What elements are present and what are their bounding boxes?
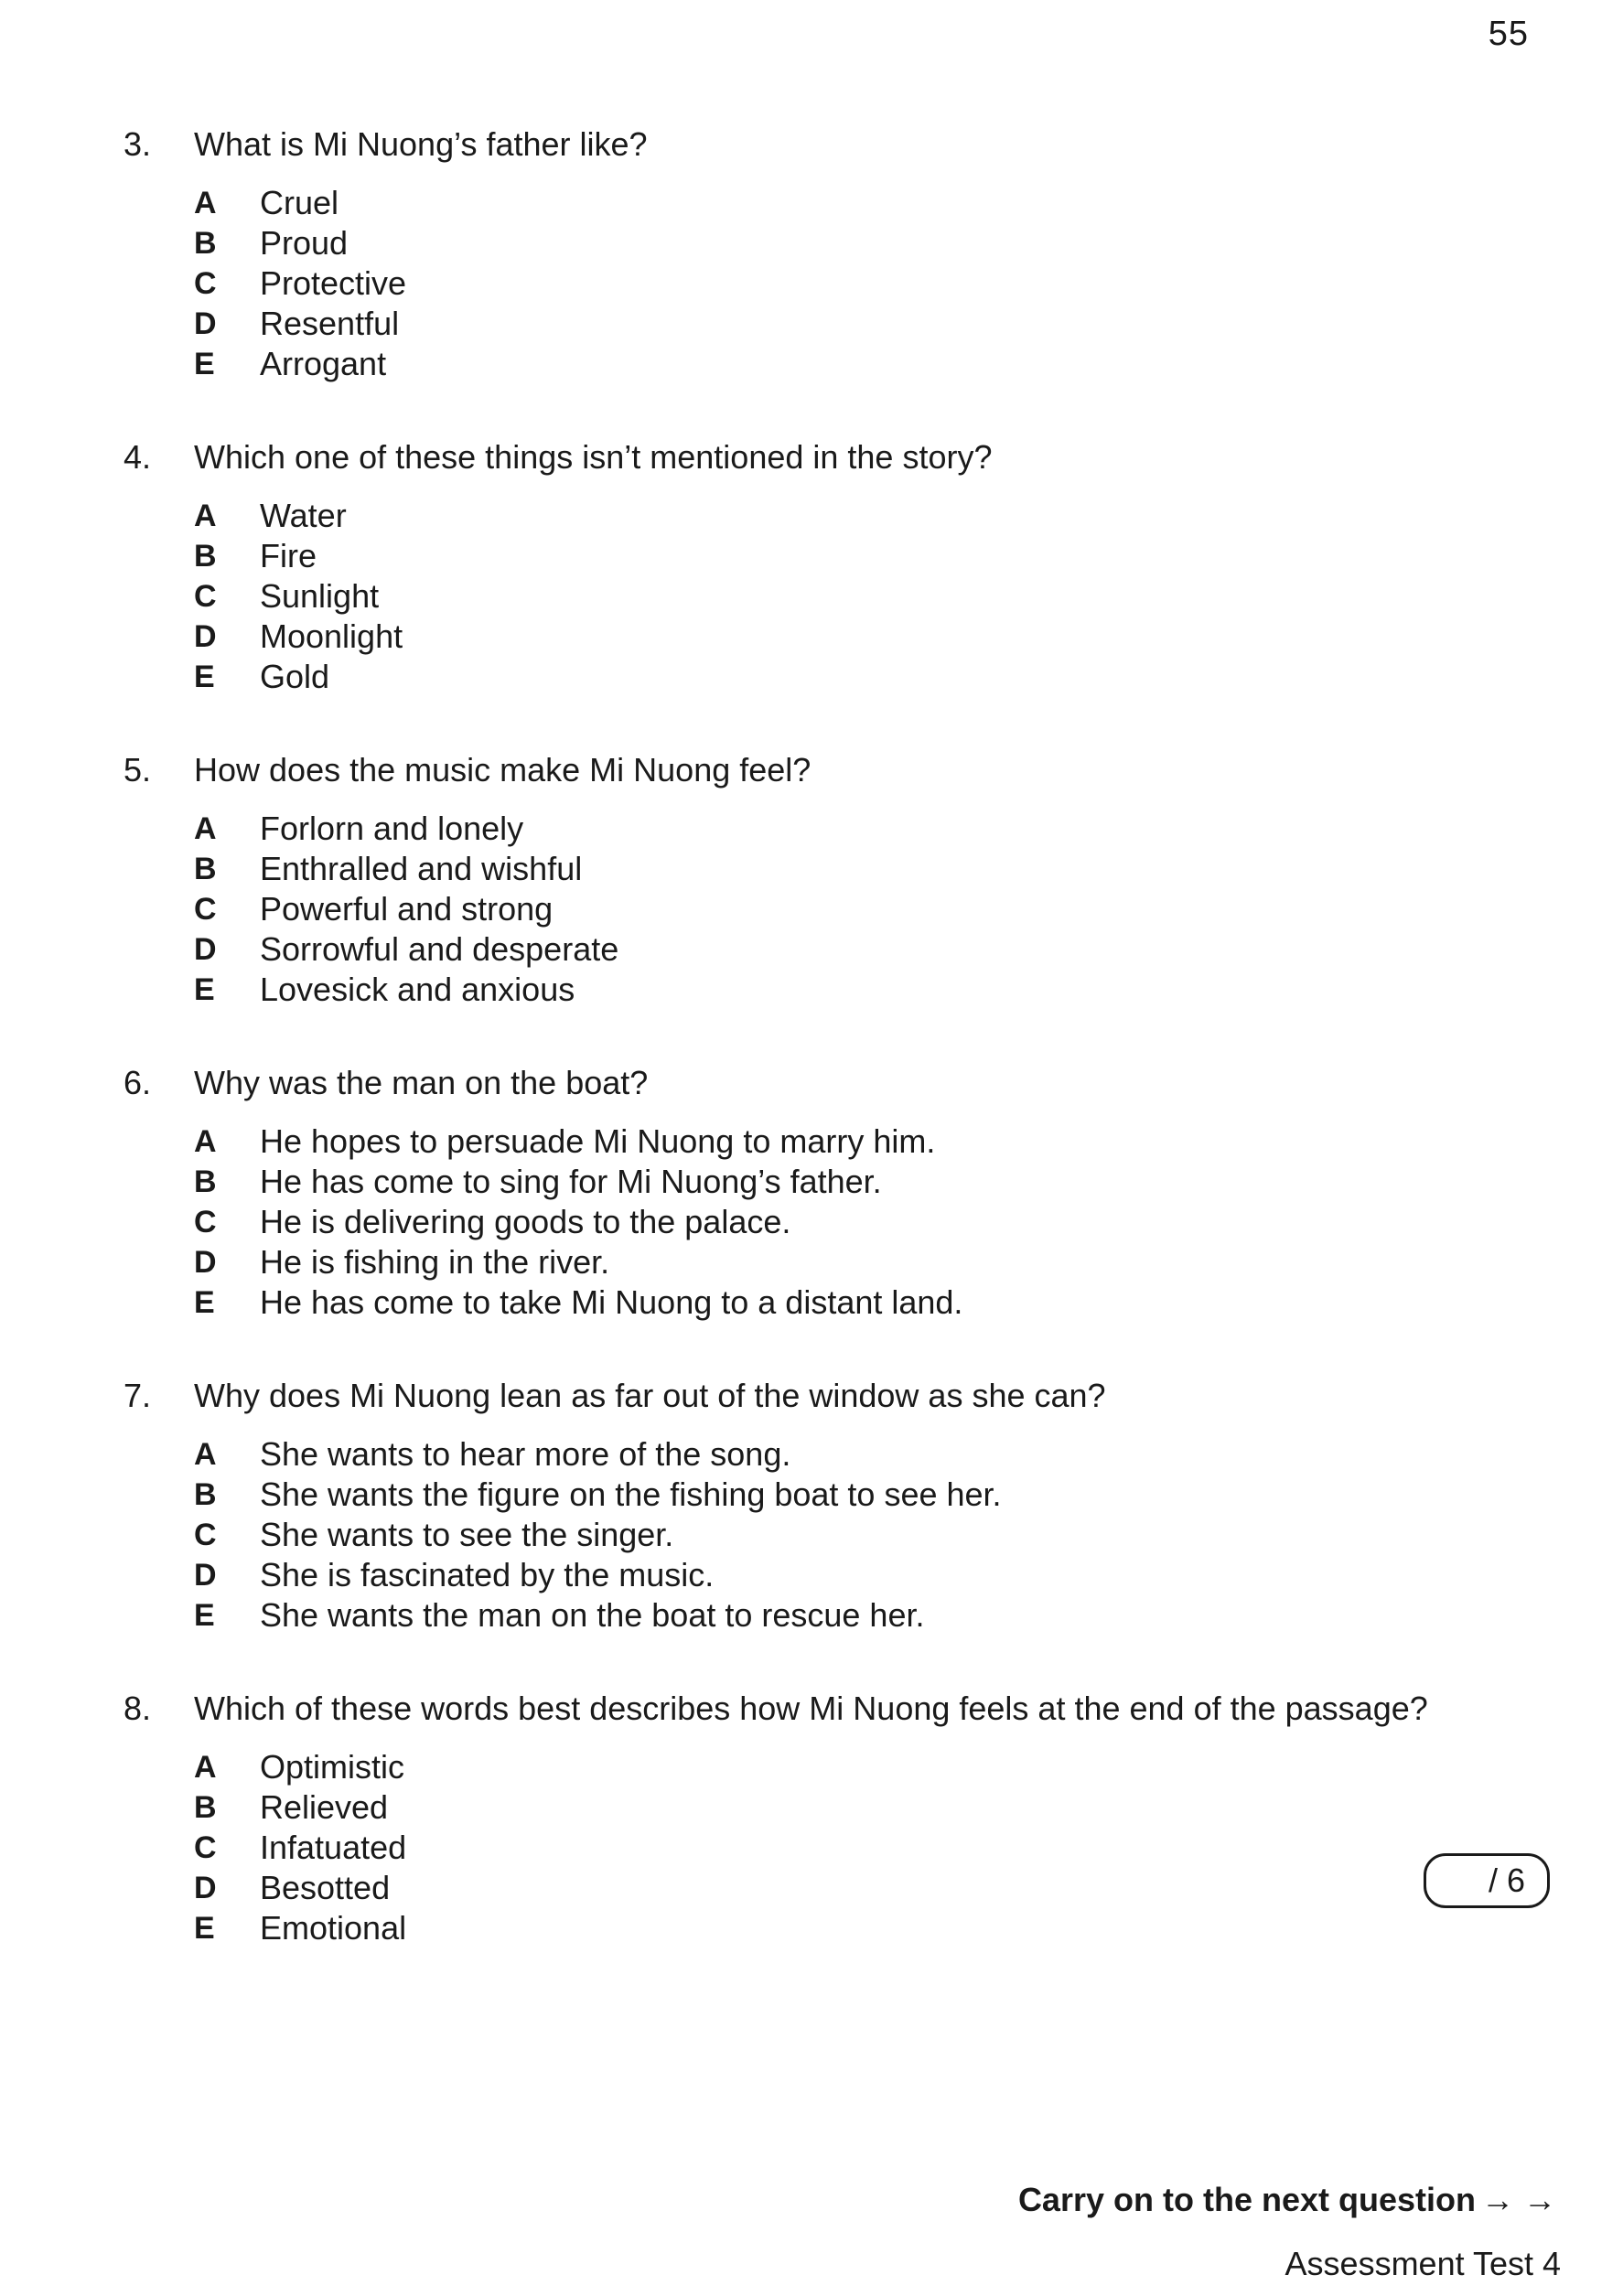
option-letter: B xyxy=(194,539,217,574)
option-letter: A xyxy=(194,186,217,220)
question-list xyxy=(124,124,1496,2001)
option-text: Forlorn and lonely xyxy=(260,810,524,847)
option-letter: C xyxy=(194,1830,217,1865)
option-a[interactable] xyxy=(194,496,1496,536)
option-text: Infatuated xyxy=(260,1829,407,1866)
option-text: Powerful and strong xyxy=(260,890,554,928)
question-7 xyxy=(124,1376,1496,1636)
option-b[interactable] xyxy=(194,223,1496,263)
option-a[interactable] xyxy=(194,183,1496,223)
option-b[interactable] xyxy=(194,1162,1496,1202)
arrow-right-icon: → → xyxy=(1480,2181,1556,2218)
question-number: 5. xyxy=(124,751,152,789)
option-text: Lovesick and anxious xyxy=(260,971,575,1008)
option-text: Optimistic xyxy=(260,1748,405,1786)
option-letter: D xyxy=(194,1558,217,1593)
option-letter: A xyxy=(194,1124,217,1159)
option-text: He has come to take Mi Nuong to a distant land. xyxy=(260,1283,963,1321)
option-e[interactable] xyxy=(194,1908,1496,1948)
option-text: Arrogant xyxy=(260,345,387,382)
option-text: He hopes to persuade Mi Nuong to marry him. xyxy=(260,1122,936,1160)
question-6 xyxy=(124,1063,1496,1323)
option-letter: C xyxy=(194,892,217,927)
option-c[interactable] xyxy=(194,889,1496,929)
option-text: Protective xyxy=(260,264,407,302)
option-list xyxy=(194,496,1496,697)
option-b[interactable] xyxy=(194,1787,1496,1828)
option-d[interactable] xyxy=(194,1868,1496,1908)
option-text: He is delivering goods to the palace. xyxy=(260,1203,791,1240)
option-d[interactable] xyxy=(194,1242,1496,1282)
page-number: 55 xyxy=(1488,15,1529,53)
option-a[interactable] xyxy=(194,1121,1496,1162)
option-letter: C xyxy=(194,266,217,301)
question-text: Why does Mi Nuong lean as far out of the window as she can? xyxy=(194,1377,1106,1414)
option-c[interactable] xyxy=(194,1828,1496,1868)
option-letter: B xyxy=(194,1477,217,1512)
option-text: She wants to see the singer. xyxy=(260,1516,674,1553)
option-letter: E xyxy=(194,1285,215,1320)
option-letter: A xyxy=(194,811,217,846)
option-text: Sunlight xyxy=(260,577,380,615)
option-text: She wants the man on the boat to rescue her. xyxy=(260,1596,925,1634)
option-text: Gold xyxy=(260,658,330,695)
option-list xyxy=(194,183,1496,384)
option-letter: D xyxy=(194,306,217,341)
question-text: Which one of these things isn’t mentioned in the story? xyxy=(194,438,993,476)
option-text: She wants the figure on the fishing boat to see her. xyxy=(260,1475,1002,1513)
option-letter: B xyxy=(194,226,217,261)
question-text: Why was the man on the boat? xyxy=(194,1064,649,1101)
option-letter: D xyxy=(194,932,217,967)
option-a[interactable] xyxy=(194,1747,1496,1787)
option-letter: B xyxy=(194,852,217,886)
option-letter: E xyxy=(194,972,215,1007)
option-d[interactable] xyxy=(194,1555,1496,1595)
question-8 xyxy=(124,1689,1496,1948)
option-letter: E xyxy=(194,1911,215,1946)
option-e[interactable] xyxy=(194,1282,1496,1323)
option-text: Emotional xyxy=(260,1909,407,1947)
option-e[interactable] xyxy=(194,970,1496,1010)
option-list xyxy=(194,1434,1496,1636)
option-e[interactable] xyxy=(194,344,1496,384)
option-letter: B xyxy=(194,1164,217,1199)
question-number: 7. xyxy=(124,1377,152,1414)
question-number: 8. xyxy=(124,1690,152,1727)
option-letter: E xyxy=(194,1598,215,1633)
footer-title: Assessment Test 4 xyxy=(1284,2245,1561,2282)
option-a[interactable] xyxy=(194,809,1496,849)
option-c[interactable] xyxy=(194,576,1496,617)
carry-on-notice xyxy=(1018,2181,1556,2219)
carry-on-text: Carry on to the next question xyxy=(1017,2181,1476,2218)
option-letter: D xyxy=(194,619,217,654)
option-letter: B xyxy=(194,1790,217,1825)
question-text: Which of these words best describes how Mi Nuong feels at the end of the passage? xyxy=(194,1690,1428,1727)
option-a[interactable] xyxy=(194,1434,1496,1475)
option-c[interactable] xyxy=(194,1202,1496,1242)
question-number: 4. xyxy=(124,438,152,476)
option-letter: A xyxy=(194,1437,217,1472)
option-d[interactable] xyxy=(194,304,1496,344)
option-text: Fire xyxy=(260,537,317,574)
option-text: Besotted xyxy=(260,1869,391,1906)
option-b[interactable] xyxy=(194,849,1496,889)
question-text: What is Mi Nuong’s father like? xyxy=(194,125,648,163)
option-text: Relieved xyxy=(260,1788,389,1826)
option-text: Resentful xyxy=(260,305,400,342)
option-text: Enthralled and wishful xyxy=(260,850,583,887)
option-text: Cruel xyxy=(260,184,339,221)
option-d[interactable] xyxy=(194,617,1496,657)
option-d[interactable] xyxy=(194,929,1496,970)
option-text: She is fascinated by the music. xyxy=(260,1556,715,1593)
question-text: How does the music make Mi Nuong feel? xyxy=(194,751,812,789)
question-number: 6. xyxy=(124,1064,152,1101)
option-letter: C xyxy=(194,1518,217,1552)
option-list xyxy=(194,1121,1496,1323)
option-text: Moonlight xyxy=(260,617,403,655)
option-c[interactable] xyxy=(194,263,1496,304)
option-letter: D xyxy=(194,1871,217,1905)
option-text: Sorrowful and desperate xyxy=(260,930,619,968)
option-letter: E xyxy=(194,660,215,694)
question-5 xyxy=(124,750,1496,1010)
score-box: / 6 xyxy=(1424,1853,1550,1908)
option-letter: A xyxy=(194,1750,217,1785)
option-text: Water xyxy=(260,497,347,534)
option-text: She wants to hear more of the song. xyxy=(260,1435,791,1473)
option-b[interactable] xyxy=(194,536,1496,576)
option-b[interactable] xyxy=(194,1475,1496,1515)
option-letter: E xyxy=(194,347,215,381)
option-letter: A xyxy=(194,499,217,533)
question-3 xyxy=(124,124,1496,384)
option-letter: C xyxy=(194,1205,217,1239)
option-list xyxy=(194,809,1496,1010)
option-letter: C xyxy=(194,579,217,614)
question-4 xyxy=(124,437,1496,697)
question-number: 3. xyxy=(124,125,152,163)
option-e[interactable] xyxy=(194,657,1496,697)
option-text: He is fishing in the river. xyxy=(260,1243,610,1281)
option-e[interactable] xyxy=(194,1595,1496,1636)
option-list xyxy=(194,1747,1496,1948)
option-c[interactable] xyxy=(194,1515,1496,1555)
option-text: Proud xyxy=(260,224,349,262)
option-letter: D xyxy=(194,1245,217,1280)
option-text: He has come to sing for Mi Nuong’s father. xyxy=(260,1163,882,1200)
